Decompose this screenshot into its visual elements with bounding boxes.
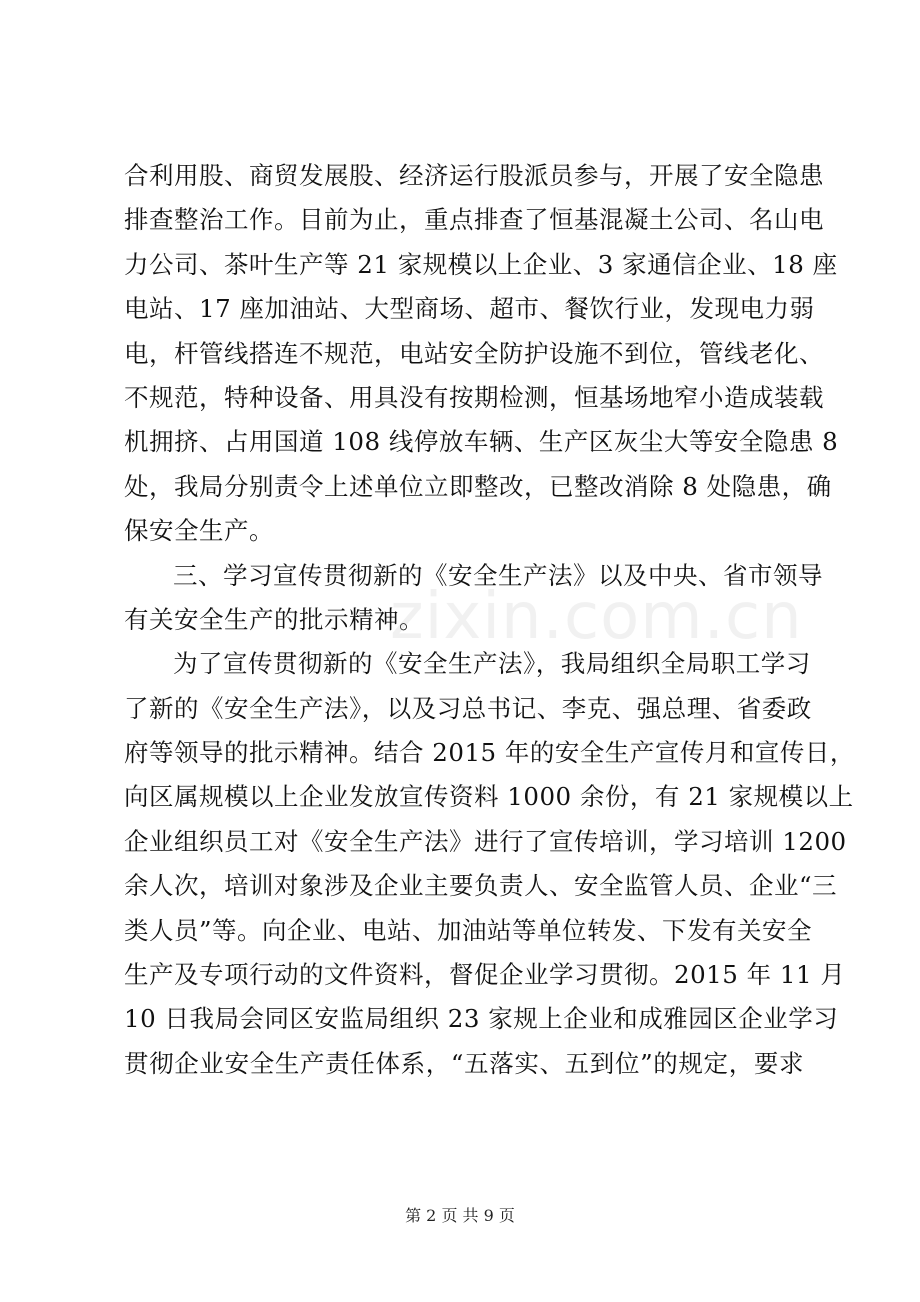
text-line: 生产及专项行动的文件资料，督促企业学习贯彻。2015 年 11 月 <box>124 960 846 990</box>
text-line: 有关安全生产的批示精神。 <box>124 604 424 634</box>
text-line: 类人员”等。向企业、电站、加油站等单位转发、下发有关安全 <box>124 915 813 945</box>
page-number-footer: 第 2 页 共 9 页 <box>405 1206 515 1225</box>
text-line: 电站、17 座加油站、大型商场、超市、餐饮行业，发现电力弱 <box>124 294 815 324</box>
text-line: 合利用股、商贸发展股、经济运行股派员参与，开展了安全隐患 <box>124 161 824 190</box>
text-line: 机拥挤、占用国道 108 线停放车辆、生产区灰尘大等安全隐患 8 <box>124 427 839 457</box>
text-line: 向区属规模以上企业发放宣传资料 1000 余份，有 21 家规模以上 <box>124 782 854 812</box>
text-line: 电，杆管线搭连不规范，电站安全防护设施不到位，管线老化、 <box>124 338 824 368</box>
text-line: 府等领导的批示精神。结合 2015 年的安全生产宣传月和宣传日， <box>124 738 855 768</box>
text-line: 了新的《安全生产法》，以及习总书记、李克、强总理、省委政 <box>124 693 812 723</box>
text-line: 力公司、茶叶生产等 21 家规模以上企业、3 家通信企业、18 座 <box>124 249 838 279</box>
text-line: 处，我局分别责令上述单位立即整改，已整改消除 8 处隐患，确 <box>124 471 832 501</box>
text-line: 保安全生产。 <box>124 516 274 546</box>
text-line: 排查整治工作。目前为止，重点排查了恒基混凝土公司、名山电 <box>124 205 824 235</box>
text-line: 企业组织员工对《安全生产法》进行了宣传培训，学习培训 1200 <box>124 826 847 856</box>
paragraph-1 <box>124 154 839 554</box>
text-line: 不规范，特种设备、用具没有按期检测，恒基场地窄小造成装载 <box>124 382 824 412</box>
text-line: 为了宣传贯彻新的《安全生产法》，我局组织全局职工学习 <box>173 649 811 679</box>
watermark: zixin.com.cn <box>390 580 803 654</box>
paragraph-3 <box>124 642 855 1086</box>
text-line: 三、学习宣传贯彻新的《安全生产法》以及中央、省市领导 <box>173 560 823 590</box>
text-line: 10 日我局会同区安监局组织 23 家规上企业和成雅园区企业学习 <box>124 1004 839 1034</box>
text-line: 余人次，培训对象涉及企业主要负责人、安全监管人员、企业“三 <box>124 871 838 901</box>
text-line: 贯彻企业安全生产责任体系，“五落实、五到位”的规定，要求 <box>124 1048 804 1078</box>
